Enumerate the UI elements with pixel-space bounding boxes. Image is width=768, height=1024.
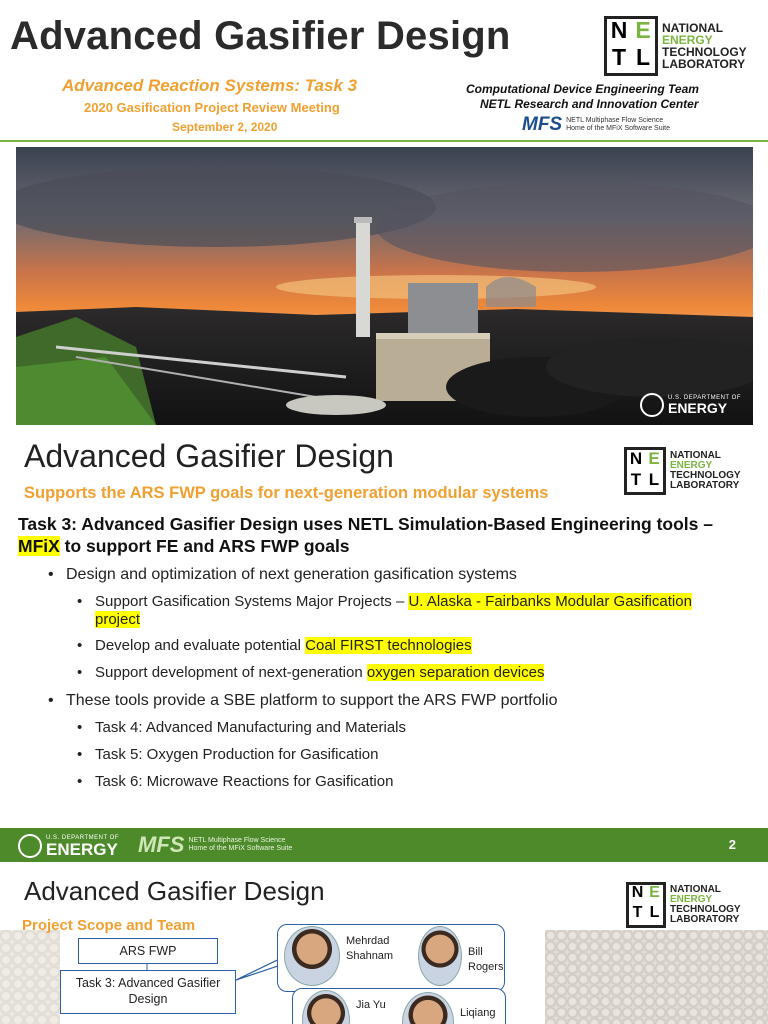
netl-logo [624,447,741,495]
slide-subtitle: Supports the ARS FWP goals for next-generation modular systems [24,484,549,502]
doe-seal-icon [640,393,664,417]
power-plant-image [16,147,753,425]
netl-wordmark: NATIONAL ENERGY TECHNOLOGY LABORATORY [662,20,747,72]
sub-bullet-coal-first: • Develop and evaluate potential Coal FIRST technologies [77,637,472,654]
mfs-logo [522,114,670,136]
sub-bullet-major-projects: • Support Gasification Systems Major Projects – U. Alaska - Fairbanks Modular Gasification project [77,593,692,628]
footer-mfs-logo: MFS NETL Multiphase Flow Science Home of the MFiX Software Suite [138,832,293,857]
team-member-shahnam: Mehrdad Shahnam [284,926,393,986]
power-plant-photo [16,147,753,425]
mfs-tagline: NETL Multiphase Flow Science Home of the MFiX Software Suite [566,117,670,132]
netl-wordmark: NATIONAL ENERGY TECHNOLOGY LABORATORY [670,883,741,926]
team-center: NETL Research and Innovation Center [480,97,699,111]
portrait-photo [302,990,350,1024]
portrait-photo [402,992,454,1024]
meeting-date: September 2, 2020 [172,120,278,134]
org-box-ars-fwp: ARS FWP [78,938,218,964]
doe-badge: U.S. DEPARTMENT OF ENERGY [640,393,741,417]
portrait-photo [418,926,462,986]
portrait-photo [284,926,340,986]
org-box-task3: Task 3: Advanced Gasifier Design [60,970,236,1014]
sub-bullet-task5: • Task 5: Oxygen Production for Gasification [77,746,379,763]
scope-slide [0,862,768,1024]
netl-letter-block: N E T L [604,16,658,76]
mfix-highlight: MFiX [18,535,60,556]
bullet-design: • Design and optimization of next generation gasification systems [48,566,517,583]
mfs-mark: MFS [522,114,563,135]
sub-bullet-task6: • Task 6: Microwave Reactions for Gasification [77,773,394,790]
task-statement: Task 3: Advanced Gasifier Design uses NETL Simulation-Based Engineering tools – MFiX to support FE and ARS FWP goals [18,514,713,556]
header-divider [0,140,768,142]
bullet-sbe-platform: • These tools provide a SBE platform to support the ARS FWP portfolio [48,692,558,709]
page-number: 2 [728,837,736,852]
team-member-liqiang: Liqiang [402,992,495,1024]
netl-letter-block: N E T L [626,882,666,928]
team-name: Computational Device Engineering Team [466,82,699,96]
sub-bullet-oxygen: • Support development of next-generation oxygen separation devices [77,664,545,681]
slide-subtitle: Project Scope and Team [22,917,196,934]
slide-footer [0,828,768,862]
team-member-jia-yu: Jia Yu [302,990,386,1024]
doe-seal-icon [18,834,42,858]
sub-bullet-task4: • Task 4: Advanced Manufacturing and Materials [77,719,407,736]
team-member-rogers: Bill Rogers [418,926,503,986]
slide-title: Advanced Gasifier Design [24,438,394,474]
overview-slide [0,430,768,862]
slide-title: Advanced Gasifier Design [24,876,325,906]
task-subtitle: Advanced Reaction Systems: Task 3 [62,76,358,95]
netl-wordmark: NATIONAL ENERGY TECHNOLOGY LABORATORY [670,449,741,492]
meeting-name: 2020 Gasification Project Review Meeting [84,100,340,115]
title-slide [0,0,768,430]
footer-doe-logo: U.S. DEPARTMENT OF ENERGY [18,834,119,858]
netl-logo [604,16,747,76]
netl-letter-block: N E T L [624,447,666,495]
slide-title: Advanced Gasifier Design [10,14,511,58]
